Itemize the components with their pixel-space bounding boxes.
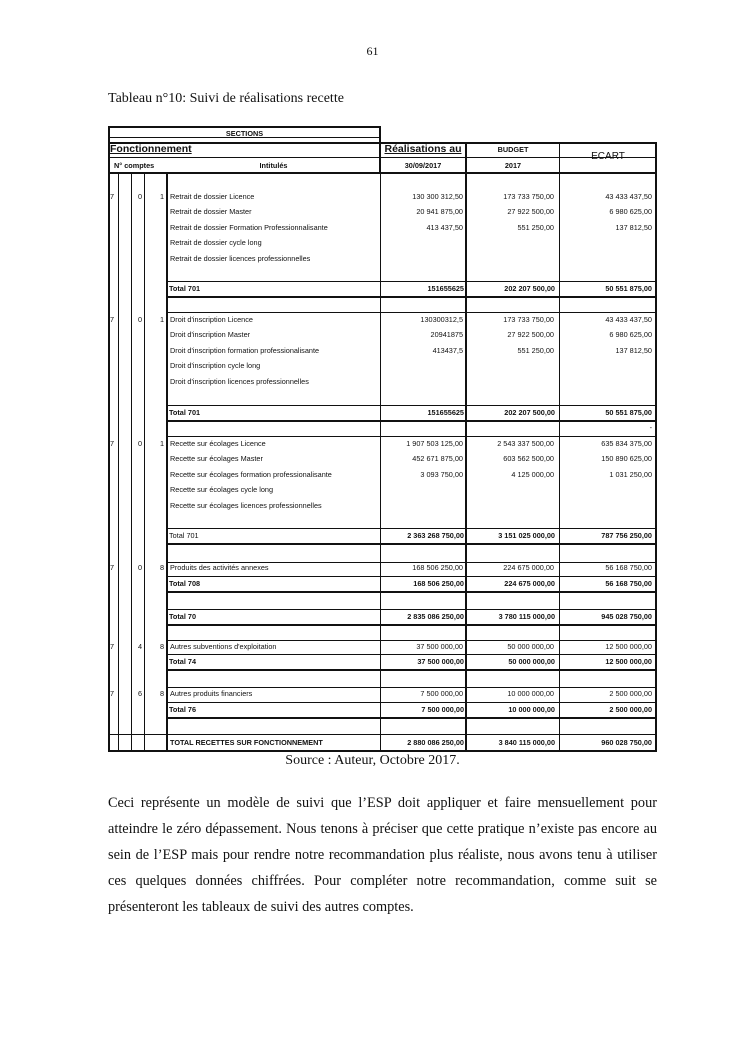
line-realisation: 168 506 250,00 [412, 563, 463, 572]
total-label: Total 701 [169, 284, 201, 293]
table-rule [131, 172, 132, 752]
line-budget: 603 562 500,00 [503, 454, 554, 464]
table-rule [167, 281, 657, 282]
dash-mark: - [649, 423, 652, 432]
total-budget: 202 207 500,00 [504, 408, 555, 417]
total-realisation: 7 500 000,00 [421, 705, 464, 714]
page-number: 61 [366, 44, 379, 58]
total-label: Total 701 [169, 408, 201, 417]
table-rule [167, 609, 657, 610]
table-rule [465, 142, 467, 752]
account-digit: 7 [110, 439, 115, 448]
table-rule [167, 624, 657, 626]
total-label: Total 708 [169, 579, 201, 588]
account-digit: 1 [159, 439, 164, 448]
line-realisation: 452 671 875,00 [412, 454, 463, 464]
total-ecart: 12 500 000,00 [605, 657, 652, 666]
account-digit: 7 [110, 642, 115, 651]
line-realisation: 130 300 312,50 [412, 192, 463, 201]
total-budget: 224 675 000,00 [504, 579, 555, 588]
line-label: Retrait de dossier Licence [170, 192, 255, 201]
line-label: Recette sur écolages cycle long [170, 485, 274, 495]
table-left-rule [108, 126, 110, 752]
table-rule [167, 734, 657, 735]
line-ecart: 56 168 750,00 [605, 563, 652, 572]
table-rule [380, 142, 381, 752]
table-rule [108, 734, 167, 735]
line-label: Retrait de dossier Formation Professionnalisante [170, 222, 328, 232]
line-ecart: 6 980 625,00 [609, 330, 652, 340]
line-budget: 27 922 500,00 [507, 330, 554, 340]
line-realisation: 3 093 750,00 [420, 469, 463, 479]
line-realisation: 1 907 503 125,00 [406, 439, 463, 448]
n-comptes-header: N° comptes [114, 161, 155, 170]
line-label: Droit d'inscription Licence [170, 315, 253, 324]
line-budget: 2 543 337 500,00 [497, 439, 554, 448]
line-ecart: 137 812,50 [615, 222, 652, 232]
total-budget: 50 000 000,00 [508, 657, 555, 666]
line-realisation: 413 437,50 [426, 222, 463, 232]
budget-year-header: 2017 [504, 161, 522, 170]
line-label: Droit d'inscription Master [170, 330, 251, 340]
table-rule [167, 528, 657, 529]
line-budget: 224 675 000,00 [503, 563, 554, 572]
table-bottom-rule [108, 750, 657, 752]
total-realisation: 151655625 [427, 284, 464, 293]
account-digit: 0 [137, 563, 142, 572]
recette-tracking-table [108, 126, 657, 752]
total-label: Total 70 [169, 612, 197, 621]
ecart-header: ECART [591, 151, 625, 162]
line-realisation: 20 941 875,00 [416, 207, 463, 217]
line-ecart: 43 433 437,50 [605, 192, 652, 201]
total-budget: 10 000 000,00 [508, 705, 555, 714]
grand-total-ecart: 960 028 750,00 [601, 738, 652, 747]
realisations-header: Réalisations au [384, 143, 462, 155]
account-digit: 4 [137, 642, 142, 651]
line-label: Retrait de dossier Master [170, 207, 252, 217]
total-budget: 3 780 115 000,00 [498, 612, 555, 621]
table-rule [559, 142, 560, 752]
grand-total-label: TOTAL RECETTES SUR FONCTIONNEMENT [170, 738, 323, 747]
account-digit: 8 [159, 642, 164, 651]
table-rule [167, 669, 657, 671]
line-budget: 551 250,00 [517, 222, 554, 232]
line-budget: 4 125 000,00 [511, 469, 554, 479]
sections-header: SECTIONS [225, 129, 264, 138]
total-label: Total 76 [169, 705, 197, 714]
total-ecart: 2 500 000,00 [609, 705, 652, 714]
line-budget: 551 250,00 [517, 345, 554, 355]
table-rule [167, 640, 657, 641]
intitules-header: Intitulés [259, 161, 288, 170]
account-digit: 7 [110, 689, 115, 698]
total-budget: 3 151 025 000,00 [498, 531, 555, 540]
total-ecart: 50 551 875,00 [605, 284, 652, 293]
line-ecart: 137 812,50 [615, 345, 652, 355]
line-label: Recette sur écolages Master [170, 454, 263, 464]
line-label: Autres subventions d'exploitation [170, 642, 277, 651]
account-digit: 0 [137, 315, 142, 324]
account-digit: 7 [110, 192, 115, 201]
line-ecart: 2 500 000,00 [609, 689, 652, 698]
total-realisation: 168 506 250,00 [413, 579, 464, 588]
table-rule [167, 687, 657, 688]
total-ecart: 787 756 250,00 [601, 531, 652, 540]
line-ecart: 6 980 625,00 [609, 207, 652, 217]
total-ecart: 56 168 750,00 [605, 579, 652, 588]
account-digit: 6 [137, 689, 142, 698]
table-rule [167, 543, 657, 545]
grand-total-realisation: 2 880 086 250,00 [407, 738, 464, 747]
line-label: Droit d'inscription cycle long [170, 361, 261, 371]
body-paragraph: Ceci représente un modèle de suivi que l’ESP doit appliquer et faire mensuellement pour atteindre le zéro dépassement. Nous tenons à préciser que cette pratique n’existe pas encore au sein de l’ESP mais pour rendre notre recommandation plus réaliste, nous avons tenu à utiliser ces quelques données chiffrées. Pour compléter notre recommandation, comme suit se présenteront les tableaux de suivi des autres comptes. [108, 795, 657, 915]
line-realisation: 7 500 000,00 [420, 689, 463, 698]
table-rule [118, 172, 119, 752]
account-digit: 1 [159, 192, 164, 201]
table-right-rule [655, 142, 657, 752]
account-digit: 7 [110, 563, 115, 572]
line-label: Retrait de dossier cycle long [170, 238, 262, 248]
line-realisation: 37 500 000,00 [416, 642, 463, 651]
table-rule [167, 405, 657, 406]
table-rule [167, 420, 657, 422]
table-rule [167, 702, 657, 703]
line-label: Droit d'inscription licences professionnelles [170, 376, 309, 386]
total-realisation: 2 835 086 250,00 [407, 612, 464, 621]
total-realisation: 2 363 268 750,00 [407, 531, 464, 540]
line-label: Retrait de dossier licences professionnelles [170, 253, 311, 263]
table-rule [167, 654, 657, 655]
total-realisation: 151655625 [427, 408, 464, 417]
line-label: Produits des activités annexes [170, 563, 269, 572]
line-budget: 173 733 750,00 [503, 192, 554, 201]
total-label: Total 74 [169, 657, 197, 666]
line-label: Droit d'inscription formation professionalisante [170, 345, 320, 355]
table-rule [167, 296, 657, 298]
sections-top-rule [108, 126, 381, 128]
account-digit: 7 [110, 315, 115, 324]
table-rule [167, 576, 657, 577]
table-rule [166, 172, 168, 752]
table-rule [144, 172, 145, 752]
line-ecart: 1 031 250,00 [609, 469, 652, 479]
line-label: Autres produits financiers [170, 689, 253, 698]
line-label: Recette sur écolages formation professionalisante [170, 469, 332, 479]
line-budget: 27 922 500,00 [507, 207, 554, 217]
line-label: Recette sur écolages Licence [170, 439, 266, 448]
table-rule [167, 717, 657, 719]
table-source: Source : Auteur, Octobre 2017. [285, 753, 460, 768]
line-realisation: 413437,5 [432, 345, 463, 355]
line-budget: 50 000 000,00 [507, 642, 554, 651]
line-realisation: 20941875 [430, 330, 463, 340]
line-budget: 173 733 750,00 [503, 315, 554, 324]
account-digit: 0 [137, 439, 142, 448]
realisations-date-header: 30/09/2017 [404, 161, 442, 170]
line-ecart: 150 890 625,00 [601, 454, 652, 464]
budget-header: BUDGET [497, 145, 529, 154]
total-budget: 202 207 500,00 [504, 284, 555, 293]
account-digit: 1 [159, 315, 164, 324]
line-label: Recette sur écolages licences professionnelles [170, 500, 322, 510]
account-digit: 8 [159, 689, 164, 698]
table-rule [167, 312, 657, 313]
line-realisation: 130300312,5 [420, 315, 463, 324]
total-label: Total 701 [169, 531, 199, 540]
total-ecart: 50 551 875,00 [605, 408, 652, 417]
account-digit: 8 [159, 563, 164, 572]
line-ecart: 43 433 437,50 [605, 315, 652, 324]
fonctionnement-header: Fonctionnement [110, 143, 192, 155]
table-rule [167, 436, 657, 437]
grand-total-budget: 3 840 115 000,00 [498, 738, 555, 747]
line-ecart: 635 834 375,00 [601, 439, 652, 448]
table-rule [167, 591, 657, 593]
line-budget: 10 000 000,00 [507, 689, 554, 698]
table-caption: Tableau n°10: Suivi de réalisations recette [108, 91, 344, 106]
account-digit: 0 [137, 192, 142, 201]
header-bottom-rule [108, 172, 657, 174]
table-rule [167, 562, 657, 563]
line-ecart: 12 500 000,00 [605, 642, 652, 651]
total-ecart: 945 028 750,00 [601, 612, 652, 621]
total-realisation: 37 500 000,00 [417, 657, 464, 666]
